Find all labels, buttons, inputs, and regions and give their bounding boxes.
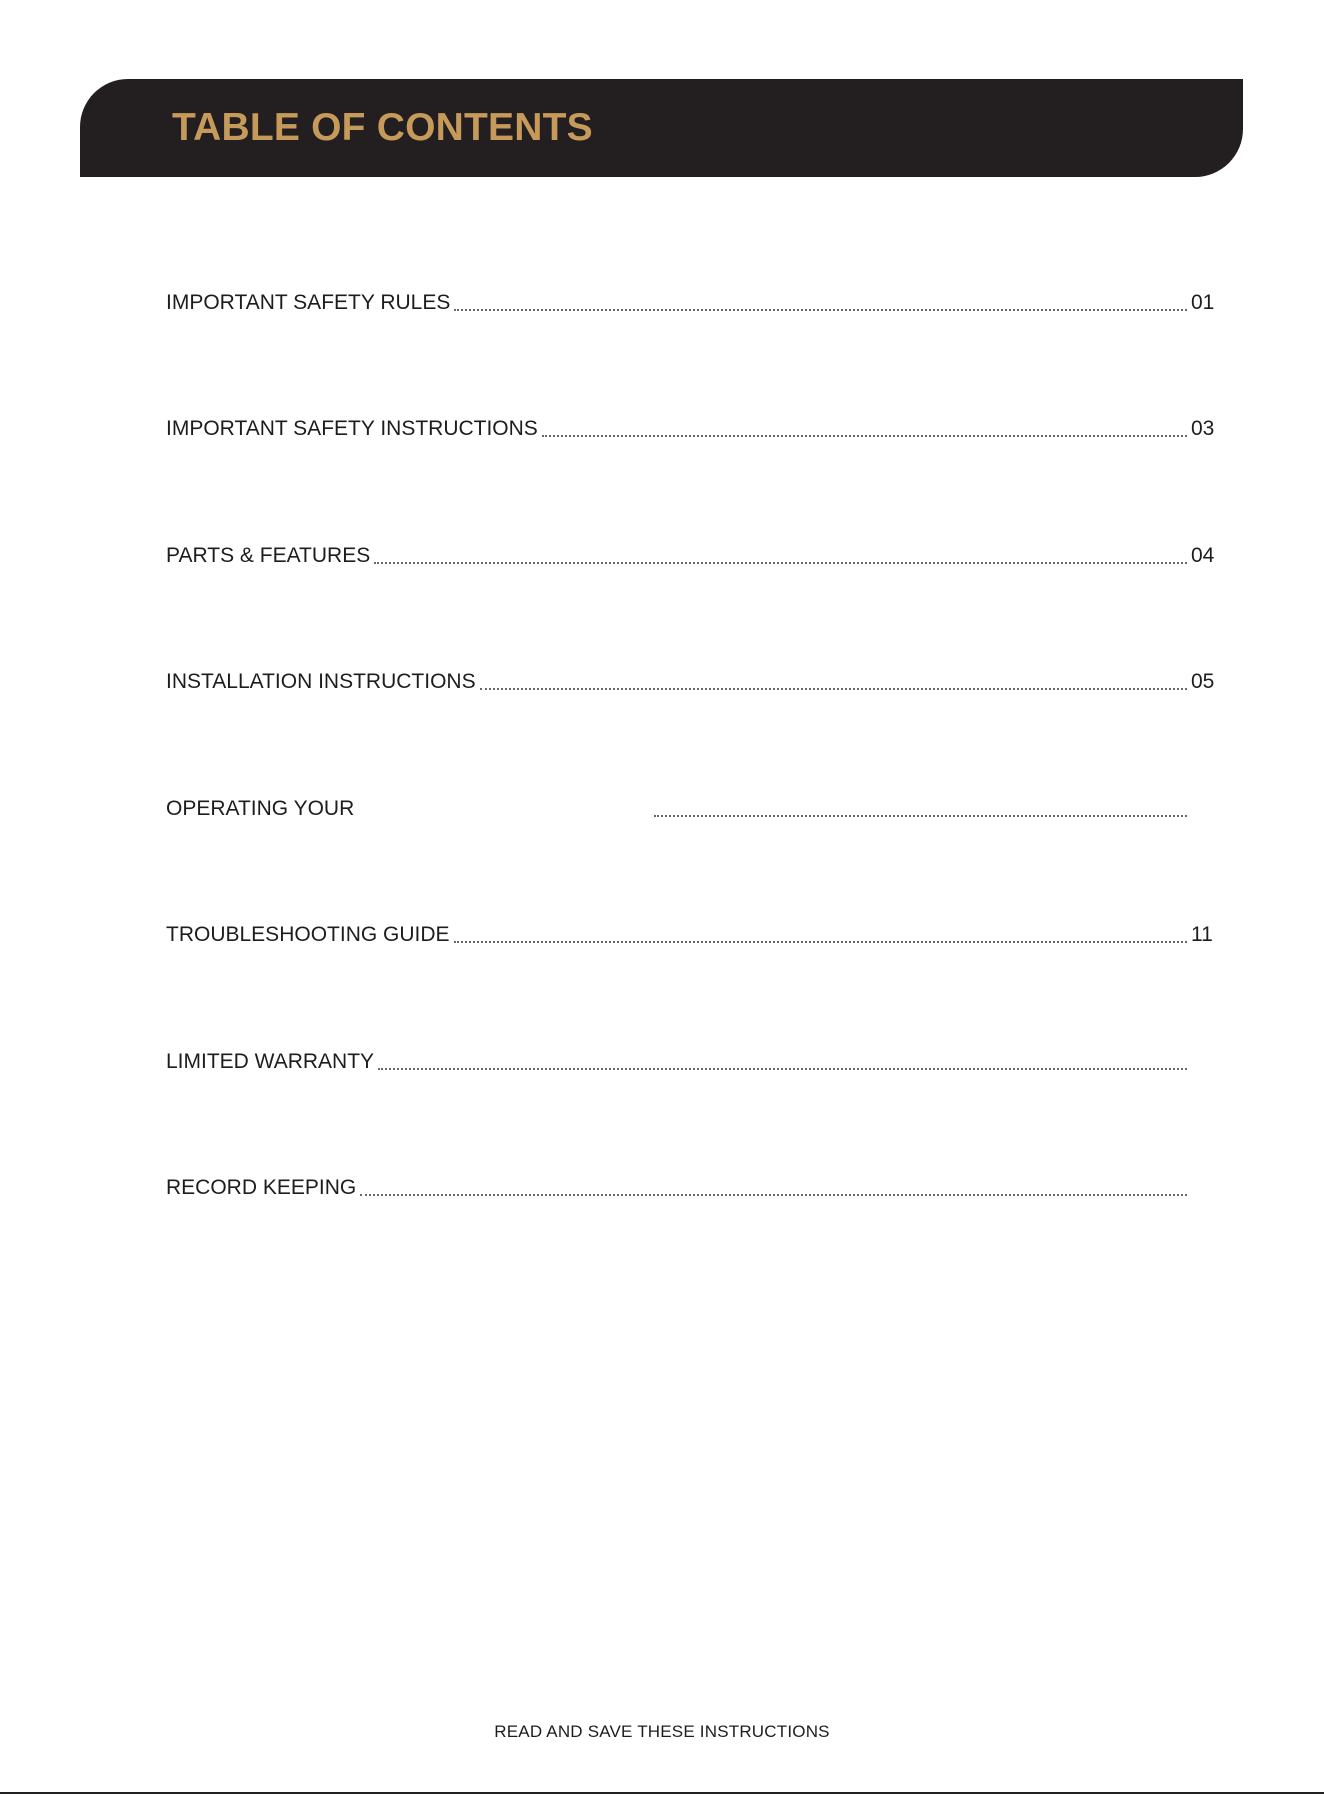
footer-note: READ AND SAVE THESE INSTRUCTIONS: [494, 1722, 830, 1741]
dot-leader: [378, 1068, 1187, 1070]
toc-item-important-safety-instructions[interactable]: [166, 412, 1231, 442]
dot-leader: [360, 1194, 1187, 1196]
toc-item-troubleshooting-guide[interactable]: [166, 918, 1231, 948]
toc-item-page-number: 03: [1191, 417, 1215, 440]
dot-leader: [454, 941, 1187, 943]
dot-leader: [480, 688, 1187, 690]
toc-item-label: INSTALLATION INSTRUCTIONS: [166, 670, 476, 693]
page-title: TABLE OF CONTENTS: [172, 106, 593, 149]
toc-item-parts-features[interactable]: [166, 539, 1231, 569]
toc-item-limited-warranty[interactable]: [166, 1045, 1231, 1075]
toc-item-label: OPERATING YOUR: [166, 797, 355, 820]
dot-leader: [654, 815, 1187, 817]
dot-leader: [454, 309, 1187, 311]
toc-item-page-number: 04: [1191, 544, 1215, 567]
toc-item-page-number: 11: [1191, 923, 1213, 946]
toc-item-page-number: 01: [1191, 291, 1215, 314]
toc-item-label: LIMITED WARRANTY: [166, 1050, 375, 1073]
header-band: [80, 79, 1243, 177]
toc-item-label: TROUBLESHOOTING GUIDE: [166, 923, 450, 946]
toc-item-installation-instructions[interactable]: [166, 665, 1231, 695]
toc-item-page-number: 05: [1191, 670, 1215, 693]
toc-item-label: IMPORTANT SAFETY RULES: [166, 291, 451, 314]
toc-item-important-safety-rules[interactable]: [166, 286, 1231, 316]
toc-item-label: IMPORTANT SAFETY INSTRUCTIONS: [166, 417, 538, 440]
dot-leader: [542, 435, 1187, 437]
toc-item-label: RECORD KEEPING: [166, 1176, 357, 1199]
toc-item-operating-your[interactable]: [166, 792, 1231, 822]
toc-item-record-keeping[interactable]: [166, 1171, 1231, 1201]
bottom-rule: [0, 1792, 1324, 1794]
dot-leader: [374, 562, 1187, 564]
toc-item-label: PARTS & FEATURES: [166, 544, 371, 567]
